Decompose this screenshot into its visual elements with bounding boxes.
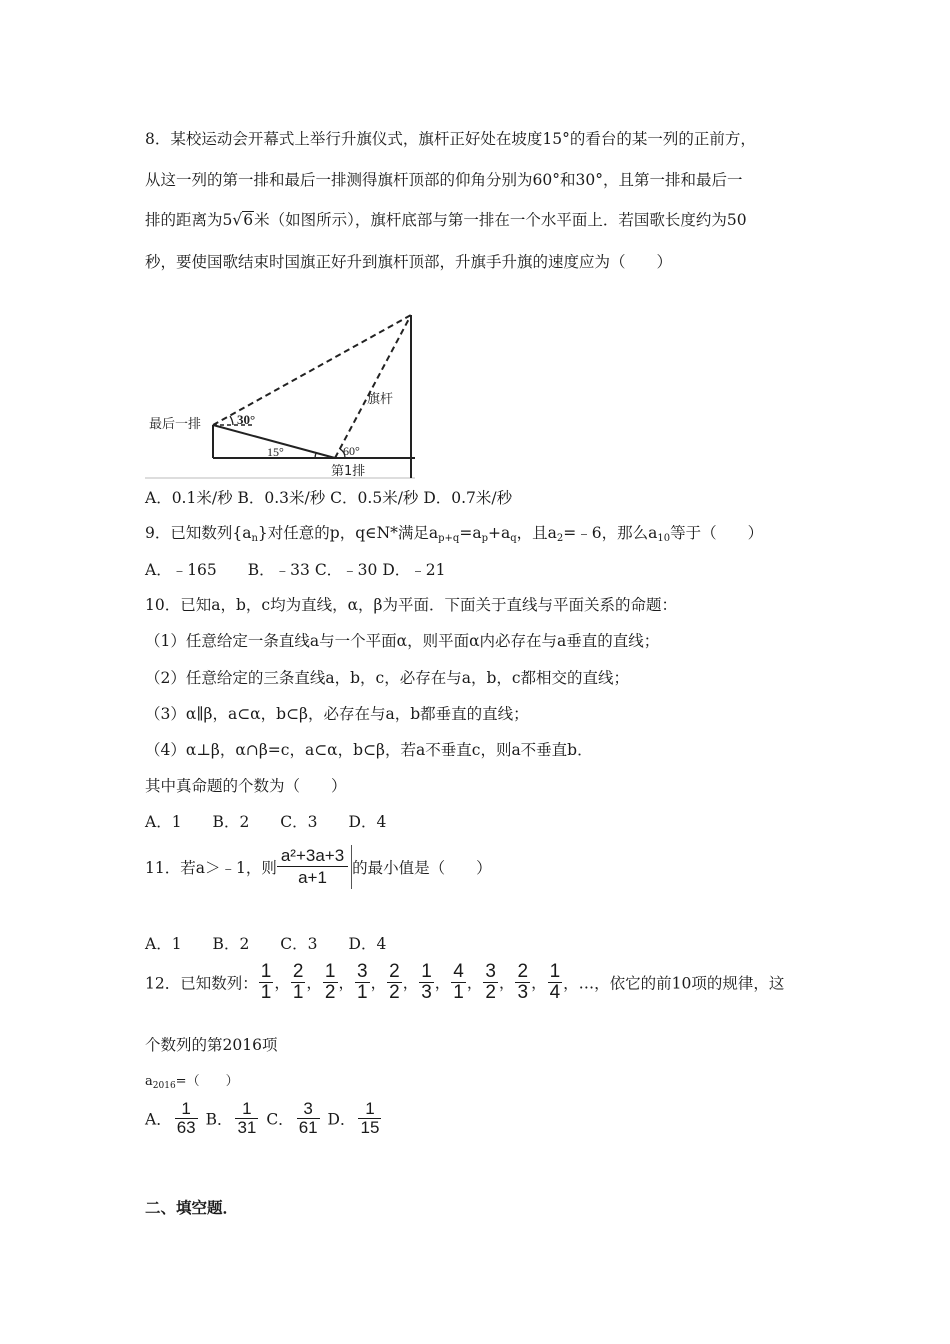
q12-option-d-fraction: $\frac{1}{15}$ (360, 1099, 380, 1137)
label-angle-15: 15° (267, 445, 284, 459)
sequence-term: $\frac{4}{1}$ (453, 961, 464, 1003)
sequence-term: $\frac{1}{3}$ (421, 961, 432, 1003)
q12-line2: 个数列的第2016项 (145, 1036, 278, 1054)
flagpole-figure (145, 285, 415, 480)
q11-options: A．1 B．2 C．3 D．4 (145, 935, 387, 953)
q11-denominator: a+1 (277, 866, 348, 888)
label-first-row: 第1排 (331, 464, 366, 479)
section-heading-fill-in: 二、填空题． (145, 1198, 239, 1217)
label-angle-30: 30° (237, 412, 256, 427)
q10-proposition-2: （2）任意给定的三条直线a，b，c，必存在与a，b，c都相交的直线； (145, 669, 630, 687)
q12-option-b-fraction: $\frac{1}{31}$ (237, 1099, 257, 1137)
q10-intro: 10．已知a，b，c均为直线，α，β为平面．下面关于直线与平面关系的命题： (145, 596, 677, 614)
sequence-term: $\frac{2}{3}$ (517, 961, 529, 1003)
sequence-term: $\frac{3}{1}$ (357, 961, 368, 1003)
sequence-term: $\frac{1}{4}$ (549, 961, 561, 1003)
q10-options: A．1 B．2 C．3 D．4 (145, 813, 387, 831)
sequence-term: $\frac{3}{2}$ (485, 961, 496, 1003)
q11-stem: 11．若a＞﹣1，则 $\frac{\text{a²+3a+3}}{a+1}$ 的最小值是（ ） (145, 846, 492, 888)
q11-numerator: a²+3a+3 (280, 846, 345, 865)
q11-fraction (277, 845, 352, 889)
q12-option-c-fraction: $\frac{3}{61}$ (298, 1099, 318, 1137)
q9-stem: 9．已知数列{an}对任意的p，q∈N*满足ap+q=ap+aq，且a2=﹣6，那么a10等于（ ） (145, 524, 764, 544)
q12-line3: $a_{2016}=$（ ） (145, 1074, 239, 1091)
q8-line4: 秒，要使国歌结束时国旗正好升到旗杆顶部，升旗手升旗的速度应为（ ） (145, 253, 673, 271)
q8-line3: 排的距离为5√6米（如图所示），旗杆底部与第一排在一个水平面上．若国歌长度约为50 (145, 211, 747, 229)
label-angle-60: 60° (343, 444, 360, 458)
label-last-row: 最后一排 (149, 417, 202, 432)
q12-options: A． $\frac{1}{63}$ B． $\frac{1}{31}$ C． $\frac{3}{61}$ D． $\frac{1}{15}$ (145, 1099, 380, 1137)
sqrt-symbol: √ (232, 211, 243, 229)
sqrt-radicand: 6 (243, 211, 254, 229)
q10-proposition-4: （4）α⊥β，α∩β=c，a⊂α，b⊂β，若a不垂直c，则a不垂直b． (145, 741, 593, 759)
q8-line1: 8．某校运动会开幕式上举行升旗仪式，旗杆正好处在坡度15°的看台的某一列的正前方， (145, 130, 756, 148)
sequence-term: $\frac{2}{1}$ (292, 961, 304, 1003)
q12-sequence-terms: $\frac{1}{1}$ ， $\frac{2}{1}$ ， $\frac{1}{2}$ ， $\frac{3}{1}$ ， $\frac{2}{2}$ ， $\frac{1}{3}$ ， $\frac{4}{1}$ ， $\frac{3}{2}$ ， $\frac{2}{3}$ ， $\frac{1}{4}$ (260, 961, 561, 1003)
q9-options: A．﹣165 B．﹣33 C．﹣30 D．﹣21 (145, 561, 446, 579)
label-flagpole: 旗杆 (367, 392, 394, 407)
q10-proposition-1: （1）任意给定一条直线a与一个平面α，则平面α内必存在与a垂直的直线； (145, 632, 660, 650)
q8-line2: 从这一列的第一排和最后一排测得旗杆顶部的仰角分别为60°和30°，且第一排和最后一 (145, 171, 743, 189)
q12-option-a-fraction: $\frac{1}{63}$ (176, 1099, 196, 1137)
q10-proposition-3: （3）α∥β，a⊂α，b⊂β，必存在与a，b都垂直的直线； (145, 705, 529, 723)
q12-stem: 12．已知数列： $\frac{1}{1}$ ， $\frac{2}{1}$ ， $\frac{1}{2}$ ， $\frac{3}{1}$ ， $\frac{2}{2}$ ， $\frac{1}{3}$ ， $\frac{4}{1}$ ， $\frac{3}{2}$ ， $\frac{2}{3}$ ， $\frac{1}{4}$ ，…，依它的前10项的规律，这 (145, 961, 785, 1003)
q10-question: 其中真命题的个数为（ ） (145, 777, 347, 795)
sequence-term: $\frac{2}{2}$ (389, 961, 400, 1003)
sequence-term: $\frac{1}{1}$ (260, 961, 272, 1003)
q8-options: A．0.1米/秒 B．0.3米/秒 C．0.5米/秒 D．0.7米/秒 (145, 489, 513, 507)
flagpole-diagram (145, 285, 415, 480)
sequence-term: $\frac{1}{2}$ (324, 961, 336, 1003)
